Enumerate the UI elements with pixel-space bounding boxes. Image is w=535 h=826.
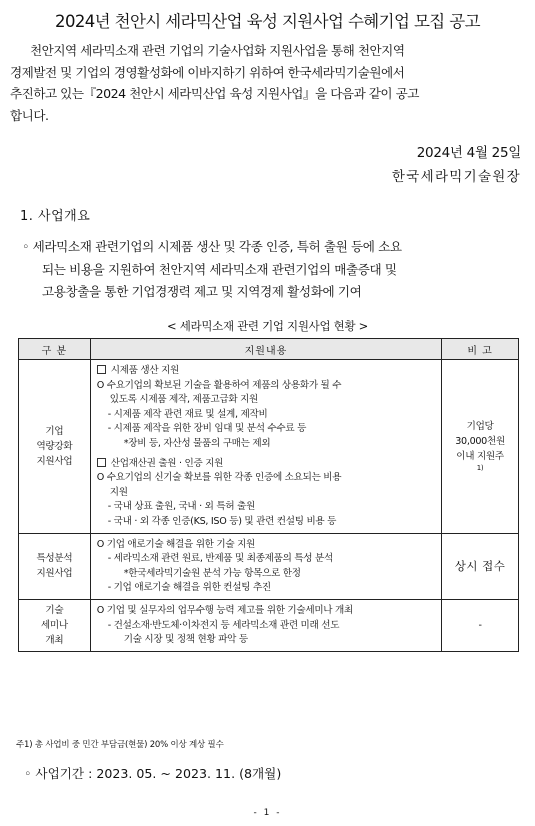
note-line: 1) (476, 464, 484, 473)
row-content (90, 360, 441, 534)
category-line: 지원사업 (36, 455, 73, 467)
content-text: 시제품 생산 지원 (110, 365, 180, 376)
table-row (19, 599, 519, 651)
row-content (90, 599, 441, 651)
content-line (97, 604, 435, 619)
category-line: 기술 (45, 604, 64, 616)
content-line (97, 408, 435, 423)
content-line (97, 552, 435, 567)
intro-line: 천안지역 세라믹소재 관련 기업의 기술사업화 지원사업을 통해 천안지역 (30, 43, 405, 58)
content-text: *장비 등, 자산성 물품의 구매는 제외 (123, 437, 271, 449)
bullet-line: ◦ 세라믹소재 관련기업의 시제품 생산 및 각종 인증, 특허 출원 등에 소요 (22, 239, 402, 254)
content-text: *한국세라믹기술원 분석 가능 항목으로 한정 (123, 567, 301, 579)
content-text: 있도록 시제품 제작, 제품고급화 지원 (109, 394, 259, 406)
header-note: 비 고 (442, 339, 519, 360)
note-line: - (478, 619, 482, 631)
program-period: ◦ 사업기간 : 2023. 05. ~ 2023. 11. (8개월) (24, 766, 282, 781)
note-line: 30,000천원 (455, 436, 505, 448)
content-line (97, 500, 435, 515)
checkbox-square-icon (97, 365, 106, 374)
content-line (97, 393, 435, 408)
content-line (97, 486, 435, 501)
content-line (97, 457, 435, 472)
checkbox-square-icon (97, 458, 106, 467)
content-text: 지원 (109, 486, 128, 498)
overview-bullet (22, 236, 522, 304)
content-line (97, 633, 435, 648)
content-text: O 기업 애로기술 해결을 위한 기술 지원 (96, 538, 256, 550)
intro-paragraph (10, 40, 526, 126)
content-text: - 국내 상표 출원, 국내 · 외 특허 출원 (107, 501, 255, 513)
table-header-row (19, 339, 519, 360)
category-line: 역량강화 (36, 440, 73, 452)
footnote: 주1) 총 사업비 중 민간 부담금(현물) 20% 이상 계상 필수 (16, 740, 224, 750)
content-text: O 수요기업의 신기술 확보를 위한 각종 인증에 소요되는 비용 (96, 472, 342, 484)
intro-line: 경제발전 및 기업의 경영활성화에 이바지하기 위하여 한국세라믹기술원에서 (10, 64, 405, 80)
note-line: 이내 지원주 (456, 451, 504, 463)
content-text: 산업재산권 출원 · 인증 지원 (110, 457, 224, 469)
table-row (19, 533, 519, 599)
content-line (97, 515, 435, 530)
bullet-line: 되는 비용을 지원하여 천안지역 세라믹소재 관련기업의 매출증대 및 (42, 261, 397, 277)
content-line (97, 364, 435, 379)
content-line (97, 538, 435, 553)
row-category (19, 360, 91, 534)
content-line (97, 471, 435, 486)
content-line (97, 619, 435, 634)
category-line: 지원사업 (36, 568, 73, 580)
bullet-line: 고용창출을 통한 기업경쟁력 제고 및 지역경제 활성화에 기여 (42, 284, 362, 299)
table-row (19, 360, 519, 534)
content-text: - 시제품 제작을 위한 장비 임대 및 분석 수수료 등 (107, 423, 307, 435)
category-line: 특성분석 (36, 553, 73, 565)
category-line: 개최 (45, 634, 64, 646)
content-text: - 세라믹소재 관련 원료, 반제품 및 최종제품의 특성 분석 (107, 553, 333, 565)
content-line (97, 567, 435, 582)
table-caption: < 세라믹소재 관련 기업 지원사업 현황 > (167, 319, 368, 333)
support-program-table (18, 338, 519, 652)
content-text: 기술 시장 및 정책 현황 파악 등 (123, 634, 248, 646)
content-text: - 국내 · 외 각종 인증(KS, ISO 등) 및 관련 컨설팅 비용 등 (107, 515, 337, 527)
content-text: - 시제품 제작 관련 재료 및 설계, 제작비 (107, 408, 268, 420)
row-category (19, 533, 91, 599)
header-content: 지원내용 (90, 339, 441, 360)
content-line (97, 422, 435, 437)
row-note (442, 533, 519, 599)
category-line: 기업 (45, 425, 64, 437)
page-title: 2024년 천안시 세라믹산업 육성 지원사업 수혜기업 모집 공고 (55, 12, 480, 31)
content-line (97, 437, 435, 452)
category-line: 세미나 (40, 619, 68, 631)
row-note (442, 599, 519, 651)
note-line: 상시 접수 (454, 558, 506, 573)
content-line (97, 379, 435, 394)
header-category: 구 분 (19, 339, 91, 360)
intro-line: 합니다. (10, 107, 49, 123)
note-line: 기업당 (466, 421, 494, 433)
row-note (442, 360, 519, 534)
content-line (97, 581, 435, 596)
page-number: - 1 - (253, 808, 282, 818)
organization-name: 한국세라믹기술원장 (391, 169, 521, 185)
section-heading: 1. 사업개요 (20, 209, 91, 224)
intro-line: 추진하고 있는『2024 천안시 세라믹산업 육성 지원사업』을 다음과 같이 공고 (10, 86, 419, 101)
content-text: O 수요기업의 확보된 기술을 활용하여 제품의 상용화가 될 수 (96, 379, 342, 391)
announcement-date: 2024년 4월 25일 (416, 145, 521, 161)
content-text: O 기업 및 실무자의 업무수행 능력 제고를 위한 기술세미나 개최 (96, 604, 353, 616)
row-category (19, 599, 91, 651)
row-content (90, 533, 441, 599)
content-text: - 기업 애로기술 해결을 위한 컨설팅 추진 (107, 582, 271, 594)
content-text: - 건설소재·반도체·이차전지 등 세라믹소재 관련 미래 선도 (107, 619, 340, 631)
